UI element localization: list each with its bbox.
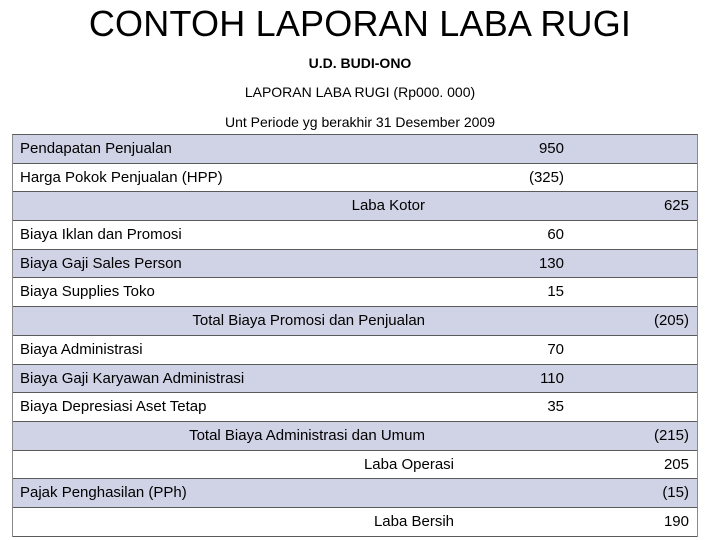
row-amount: 35 [547, 398, 564, 416]
table-row [13, 479, 697, 508]
row-total: 190 [663, 512, 689, 530]
row-label: Pajak Penghasilan (PPh) [20, 484, 187, 502]
row-amount: (325) [528, 168, 564, 186]
row-amount: 70 [547, 340, 564, 358]
row-label: Biaya Administrasi [20, 340, 143, 358]
table-row [13, 393, 697, 422]
row-label: Laba Operasi [363, 455, 454, 473]
row-label: Biaya Iklan dan Promosi [20, 226, 182, 244]
row-label: Pendapatan Penjualan [20, 140, 172, 157]
table-row [13, 192, 697, 221]
table-row [13, 250, 697, 279]
row-label: Biaya Depresiasi Aset Tetap [20, 398, 207, 416]
report-name: LAPORAN LABA RUGI (Rp000. 000) [244, 84, 476, 100]
table-row [13, 164, 697, 193]
row-amount: 60 [547, 226, 564, 244]
row-label: Laba Bersih [373, 512, 454, 530]
row-label: Biaya Gaji Sales Person [20, 254, 182, 272]
income-statement-table [12, 134, 698, 537]
table-row [13, 365, 697, 394]
row-total: (205) [653, 312, 689, 330]
row-total: 205 [663, 455, 689, 473]
table-row [13, 307, 697, 336]
row-amount: 950 [538, 140, 564, 157]
table-row [13, 508, 697, 537]
row-amount: 110 [540, 369, 564, 387]
table-row [13, 135, 697, 164]
row-label: Biaya Supplies Toko [20, 283, 155, 301]
row-label: Harga Pokok Penjualan (HPP) [20, 168, 223, 186]
row-label: Biaya Gaji Karyawan Administrasi [20, 369, 245, 387]
table-row [13, 422, 697, 451]
company-name: U.D. BUDI-ONO [308, 55, 412, 71]
row-label: Total Biaya Promosi dan Penjualan [192, 312, 425, 330]
table-row [13, 336, 697, 365]
table-row [13, 221, 697, 250]
row-total: 625 [663, 197, 689, 215]
row-amount: 130 [538, 254, 564, 272]
slide-title: CONTOH LAPORAN LABA RUGI [88, 3, 632, 44]
report-period: Unt Periode yg berakhir 31 Desember 2009 [224, 114, 496, 130]
row-total: (215) [653, 426, 689, 444]
row-label: Total Biaya Administrasi dan Umum [189, 426, 425, 444]
row-label: Laba Kotor [351, 197, 425, 215]
row-amount: 15 [547, 283, 564, 301]
row-total: (15) [662, 484, 689, 502]
table-row [13, 278, 697, 307]
table-row [13, 451, 697, 480]
